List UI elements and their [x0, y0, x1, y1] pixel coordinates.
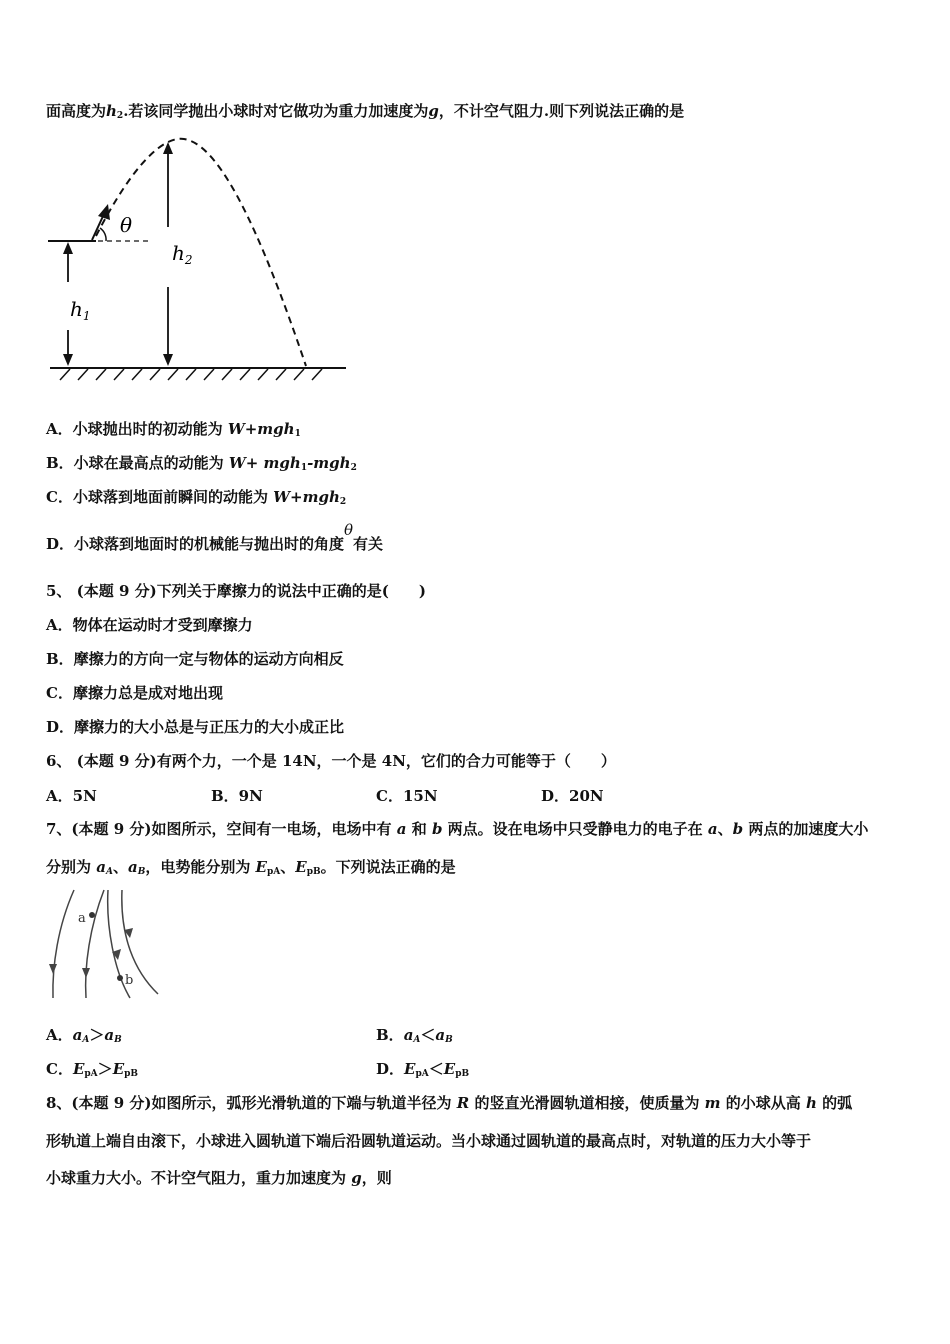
q5-option-b: B．摩擦力的方向一定与物体的运动方向相反 — [46, 650, 344, 668]
q8-stem-line3: 小球重力大小。不计空气阻力，重力加速度为 g，则 — [46, 1169, 392, 1187]
velocity-arrow — [98, 204, 110, 220]
intro-var-h: h — [106, 102, 117, 120]
field-line — [86, 890, 104, 998]
q7-option-a: A．$a_A>a_B$ — [46, 1026, 122, 1045]
electric-field-figure — [44, 886, 164, 1004]
intro-sub-2: 2 — [116, 111, 124, 121]
q6-option-b: B．9N — [211, 787, 263, 805]
q6-option-a: A．5N — [46, 787, 97, 805]
q7-option-b: B．$a_A<a_B$ — [376, 1026, 453, 1045]
q7-option-c: C．$E_{pA}>E_{pB}$ — [46, 1060, 139, 1079]
q7-stem-line2: 分别为 $a_A$、$a_B$，电势能分别为 $E_{pA}$、$E_{pB}$。下列说法正确的是 — [46, 858, 456, 877]
intro-text: 面高度为 — [46, 102, 107, 120]
q4-option-b: B．小球在最高点的动能为 W+ mgh$_1$-mgh$_2$ — [46, 454, 357, 473]
q4-option-d: D．小球落到地面时的机械能与抛出时的角度θ有关 — [46, 521, 384, 553]
point-b-label: b — [125, 973, 134, 988]
point-a-label: a — [78, 911, 86, 926]
q6-stem: 6、 (本题 9 分)有两个力，一个是 14N，一个是 4N，它们的合力可能等于（ ） — [46, 752, 616, 770]
trajectory-curve — [96, 139, 306, 366]
q4-option-c: C．小球落到地面前瞬间的动能为 W+mgh$_2$ — [46, 488, 347, 507]
q5-option-d: D．摩擦力的大小总是与正压力的大小成正比 — [46, 718, 345, 736]
point-a — [89, 912, 95, 918]
intro-var-g: g — [428, 102, 439, 120]
intro-text: ，不计空气阻力.则下列说法正确的是 — [438, 102, 685, 120]
field-line — [53, 890, 74, 998]
q6-option-c: C．15N — [376, 787, 438, 805]
q4-option-a: A．小球抛出时的初动能为 W+mgh$_1$ — [46, 420, 301, 439]
q5-stem: 5、 (本题 9 分)下列关于摩擦力的说法中正确的是( ) — [46, 582, 426, 600]
field-arrow — [82, 968, 90, 978]
theta-label: θ — [120, 213, 133, 237]
q5-option-c: C．摩擦力总是成对地出现 — [46, 684, 223, 702]
q8-stem-line2: 形轨道上端自由滚下，小球进入圆轨道下端后沿圆轨道运动。当小球通过圆轨道的最高点时，对轨道的压力大小等于 — [46, 1132, 812, 1150]
q8-stem-line1: 8、(本题 9 分)如图所示，弧形光滑轨道的下端与轨道半径为 R 的竖直光滑圆轨道相接，使质量为 m 的小球从高 h 的弧 — [46, 1094, 853, 1112]
point-b — [117, 975, 123, 981]
h1-label: $h_1$ — [70, 297, 91, 323]
intro-text: .若该同学抛出小球时对它做功为重力加速度为 — [123, 102, 429, 120]
field-arrow — [49, 964, 57, 974]
q7-option-d: D．$E_{pA}<E_{pB}$ — [376, 1060, 470, 1079]
ground-hatch — [60, 369, 322, 380]
q6-option-d: D．20N — [541, 787, 604, 805]
projectile-figure — [44, 132, 354, 387]
intro-line — [46, 101, 684, 126]
q7-stem-line1: 7、(本题 9 分)如图所示，空间有一电场，电场中有 a 和 b 两点。设在电场中只受静电力的电子在 a、b 两点的加速度大小 — [46, 820, 869, 838]
q5-option-a: A．物体在运动时才受到摩擦力 — [46, 616, 253, 634]
h2-label: $h_2$ — [172, 241, 193, 267]
theta-symbol: θ — [344, 521, 354, 539]
